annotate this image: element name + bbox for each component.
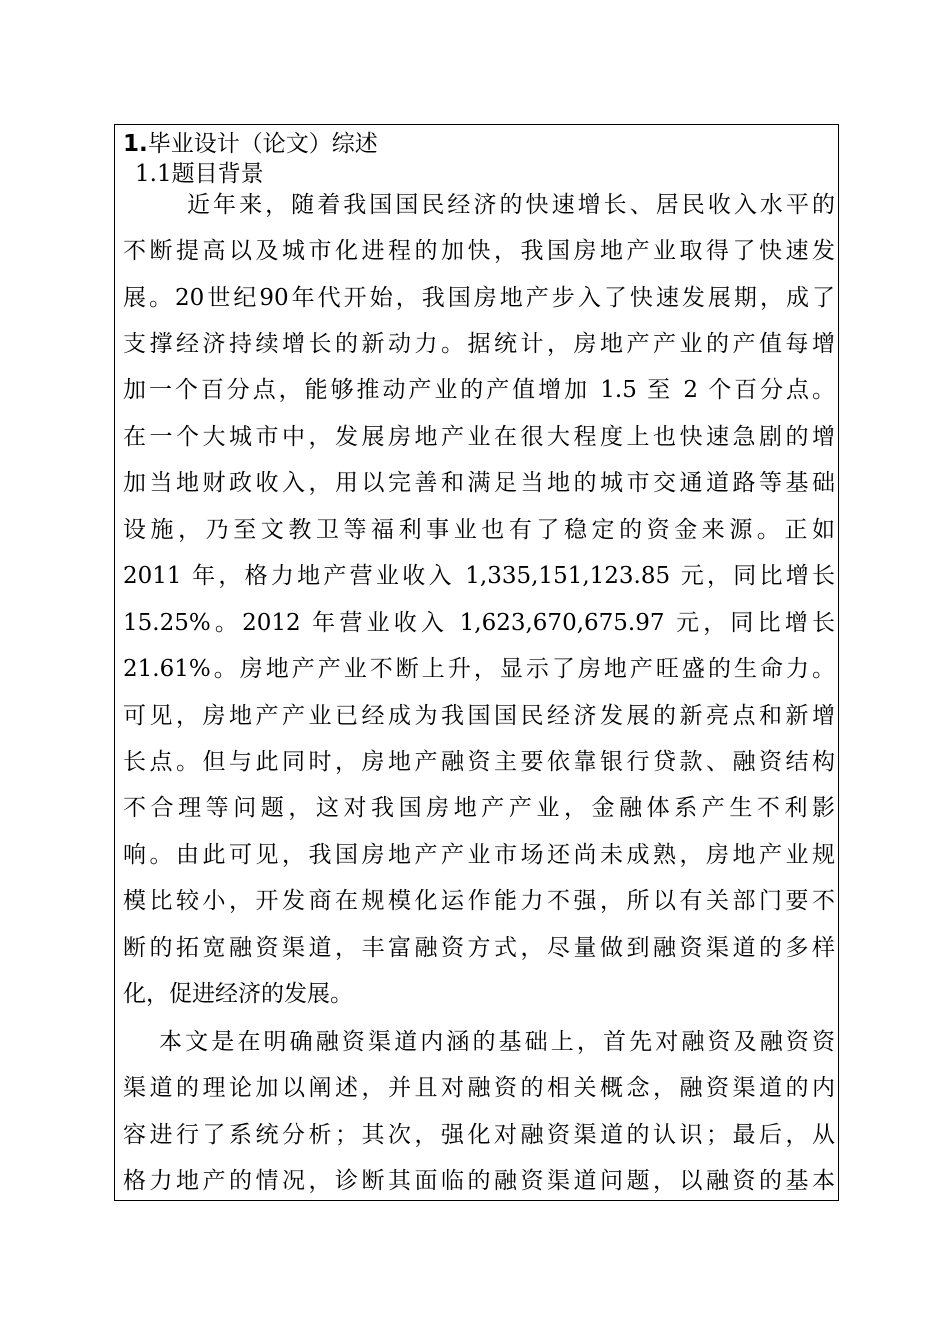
paragraph-2-line: 容进行了系统分析；其次，强化对融资渠道的认识；最后，从 <box>123 1122 835 1148</box>
paragraph-1-line: 近年来，随着我国国民经济的快速增长、居民收入水平的 <box>187 192 835 218</box>
paragraph-1-line: 化，促进经济的发展。 <box>123 981 353 1007</box>
paragraph-1-line: 在一个大城市中，发展房地产业在很大程度上也快速急剧的增 <box>123 424 835 450</box>
document-frame <box>114 124 839 1201</box>
paragraph-1-line: 响。由此可见，我国房地产产业市场还尚未成熟，房地产业规 <box>123 842 835 868</box>
paragraph-1-line: 21.61%。房地产产业不断上升，显示了房地产旺盛的生命力。 <box>123 656 835 682</box>
paragraph-1-line: 设施，乃至文教卫等福利事业也有了稳定的资金来源。正如 <box>123 517 835 543</box>
paragraph-1-line: 长点。但与此同时，房地产融资主要依靠银行贷款、融资结构 <box>123 749 835 775</box>
section-title: 毕业设计（论文）综述 <box>147 131 378 157</box>
section-heading <box>123 129 378 159</box>
paragraph-2-line: 格力地产的情况，诊断其面临的融资渠道问题，以融资的基本 <box>123 1168 835 1194</box>
paragraph-1-line: 模比较小，开发商在规模化运作能力不强，所以有关部门要不 <box>123 888 835 914</box>
subsection-heading: 1.1题目背景 <box>135 161 264 187</box>
paragraph-1-line: 加一个百分点，能够推动产业的产值增加 1.5 至 2 个百分点。 <box>123 377 835 403</box>
paragraph-1-line: 展。20世纪90年代开始，我国房地产步入了快速发展期，成了 <box>123 285 835 311</box>
paragraph-1-line: 支撑经济持续增长的新动力。据统计，房地产产业的产值每增 <box>123 331 835 357</box>
paragraph-1-line: 断的拓宽融资渠道，丰富融资方式，尽量做到融资渠道的多样 <box>123 935 835 961</box>
paragraph-2-line: 渠道的理论加以阐述，并且对融资的相关概念，融资渠道的内 <box>123 1075 835 1101</box>
paragraph-1-line: 不合理等问题，这对我国房地产产业，金融体系产生不利影 <box>123 795 835 821</box>
paragraph-1-line: 2011 年，格力地产营业收入 1,335,151,123.85 元，同比增长 <box>123 563 835 589</box>
paragraph-1-line: 可见，房地产产业已经成为我国国民经济发展的新亮点和新增 <box>123 703 835 729</box>
paragraph-2-line: 本文是在明确融资渠道内涵的基础上，首先对融资及融资资 <box>159 1029 835 1055</box>
section-number: 1. <box>123 131 148 157</box>
paragraph-1-line: 加当地财政收入，用以完善和满足当地的城市交通道路等基础 <box>123 470 835 496</box>
paragraph-1-line: 不断提高以及城市化进程的加快，我国房地产业取得了快速发 <box>123 238 835 264</box>
paragraph-1-line: 15.25%。2012 年营业收入 1,623,670,675.97 元，同比增长 <box>123 610 835 636</box>
